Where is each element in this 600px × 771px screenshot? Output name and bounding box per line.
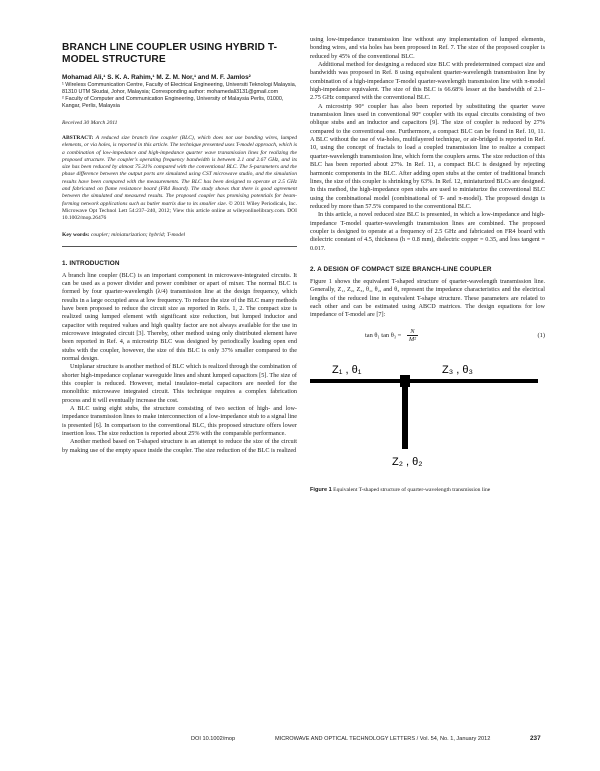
equation-body: [365, 328, 419, 343]
section-heading-introduction: 1. INTRODUCTION: [62, 259, 120, 267]
equation-1: [310, 328, 545, 343]
keywords-text: coupler; miniaturization; hybrid; T-model: [90, 231, 186, 238]
abstract-citation: © 2011 Wiley Periodicals, Inc. Microwave Opt Technol Lett 54:237–240, 2012; View this article online at wileyonlinelibrary.com. DOI 10.1002/mop.26476: [62, 200, 297, 222]
body-paragraph: Uniplanar structure is another method of BLC which is realized through the combination of shorter high-impedance coplanar waveguide lines and shunt lumped capacitors [5]. The size of this coupler is reduced. However, metal insulator–metal capacitors are needed for the monolithic microwave integrated circuit. This technique requires a complex fabrication process and it will eventually increase the cost.: [62, 363, 297, 404]
page-number: 237: [530, 735, 541, 742]
article-title: BRANCH LINE COUPLER USING HYBRID T-MODEL STRUCTURE: [62, 42, 278, 65]
line-z1: [310, 379, 400, 383]
footer-journal: MICROWAVE AND OPTICAL TECHNOLOGY LETTERS / Vol. 54, No. 1, January 2012: [275, 736, 491, 742]
body-paragraph: A BLC using eight stubs, the structure consisting of two section of high- and low-impedance transmission lines to make interconnection of a low-impedance stub to a signal line is presented [6]. In comparison to the conventional BLC, this proposed structure offers lower insertion loss. The size reduction is reported about 25% with the comparable performance.: [62, 405, 297, 438]
stub-z2: [402, 387, 408, 449]
body-paragraph: A branch line coupler (BLC) is an important component in microwave-integrated circuits. It can be used as a power divider and power combiner or apart of mixer. The normal BLC is formed by four quarter-wavelength (λ/4) transmission line at the design frequency, which results in a large occupied area at low frequency. To reduce the size of the BLC many methods have been proposed to reduce the circuit size as reported in Refs. 1, 2. The compact size is realized using lumped element with significant size reduction, but lumped inductor and capacitor with required values and high quality factor are not always available for the use in microwave integrated circuit [3]. Thereby, other method using only distributed element have been reported in Ref. 4, a microstrip BLC was designed by periodically loading open end stubs with the coupler, however, the size of this BLC is only 37% smaller compared to the normal design.: [62, 271, 297, 362]
equation-numerator: N: [407, 328, 417, 336]
section-heading-design: 2. A DESIGN OF COMPACT SIZE BRANCH-LINE COUPLER: [310, 265, 492, 273]
figure-1: [310, 353, 545, 494]
left-column: [62, 36, 297, 455]
divider: [62, 246, 297, 247]
body-paragraph: Figure 1 shows the equivalent T-shaped structure of quarter-wavelength transmission line. Generally, Z₁, Z₂, Z₃, θ₁, θ₂, and θ₃ represent the impedance characteristics and the electrical lengths of the reduced line in equivalent T-shape structure. These parameters are related to each other and can be estimated using ABCD matrices. The design equations for low impedance of T-model are [7]:: [310, 277, 545, 319]
equation-lhs: tan θ₁ tan θ₃ =: [365, 331, 402, 339]
caption-label: Figure 1: [310, 486, 332, 493]
footer-doi: DOI 10.1002/mop: [191, 736, 236, 742]
t-structure-diagram: [310, 353, 545, 478]
keywords-label: Key words:: [62, 231, 90, 238]
label-z3: Z₃ , θ₃: [442, 363, 473, 376]
right-column: [310, 36, 545, 494]
body-paragraph: using low-impedance transmission line without any implementation of lumped elements, bonding wires, and via holes has been proposed in Ref. 7. The size of the proposed coupler is reduced by 45% of the conventional BLC.: [310, 36, 545, 60]
body-paragraph: In this article, a novel reduced size BLC is presented, in which a low-impedance and high-impedance T-model quarter-wavelength transmission lines are combined. The proposed coupler is designed to operate at a frequency of 2.5 GHz and fabricated on FR4 board with dielectric constant of 4.5, thickness (h = 0.8 mm), dielectric copper = 0.35, and loss tangent = 0.017.: [310, 211, 545, 252]
body-paragraph: Another method based on T-shaped structure is an attempt to reduce the size of the circuit by making use of the empty space inside the coupler. The size reduction of the BLC is realized: [62, 438, 297, 454]
label-z2: Z₂ , θ₂: [392, 455, 423, 468]
caption-text: Equivalent T-shaped structure of quarter-wavelength transmission line: [333, 486, 491, 493]
keywords: [62, 232, 297, 238]
abstract-text: A reduced size branch line coupler (BLC), which does not use bonding wires, lumped elements, or via holes, is reported in this article. The technique presented uses T-model approach, which is a combination of low-impedance and high-impedance quarter wave transmission lines for realizing the proposed structure. The coupler's operating frequency bandwidth is between 2.1 and 2.67 GHz, and its size has been reduced by almost 75.31% compared with the conventional BLC. The S-parameters and the phase difference between the output ports are simulated using CST microwave studio, and the simulation results have been compared with the measurements. The BLC has been designed to operate at 2.5 GHz and fabricated on flame resistance board (FR4 Board). The study shows that there is good agreement between the simulated and measured results. The proposed coupler has promising potentials for beam-forming network applications such as butler matrix due to its smaller size.: [62, 135, 297, 207]
affiliation-2: ² Faculty of Computer and Communication Engineering, University of Malaysia Perlis, 01000, Kangar, Perlis, Malaysia: [62, 96, 284, 109]
label-z1: Z₁ , θ₁: [332, 363, 362, 376]
figure-caption: [310, 487, 545, 494]
equation-denominator: M²: [408, 335, 417, 343]
line-z3: [410, 379, 538, 383]
abstract-label: ABSTRACT:: [62, 135, 94, 141]
received-date: Received 30 March 2011: [62, 120, 118, 126]
body-paragraph: A microstrip 90° coupler has also been reported by substituting the quarter wave transmission lines used in conventional 90° coupler with its equal circuits consisting of two oblique stubs and an inductor and capacitors [9]. The size of coupler is reduced by 27% compared to the conventional one. Furthermore, a compact BLC can be found in Ref. 10, 11. A BLC without the use of via-holes, multilayered technique, or air-bridged is reported in Ref. 10, using the concept of fractals to load a coupled transmission line to realize a compact quarter-wavelength transmission line, which form the couplers arms. The size reduction of this BLC has been reported about 27%. In Ref. 11, a compact BLC is designed by rejecting harmonic components in the BLC. After adding open stubs at the center of traditional branch lines, the size of this coupler is shrinking by 63%. In Ref. 12, miniaturized BLCs are designed. In this method, the high-impedance open stubs are used to miniaturize the conventional BLC using the combinational model (combinational of T- and π-model). The proposed design is reduced by more than 57.5% compared to the conventional BLC.: [310, 102, 545, 210]
equation-number: (1): [537, 331, 545, 339]
junction-pad: [400, 375, 410, 387]
equation-fraction: [406, 328, 419, 343]
affiliation-1: ¹ Wireless Communication Centre, Faculty of Electrical Engineering, Universiti Teknologi Malaysia, 81310 UTM Skudai, Johor, Malaysia; Corresponding author: mohamedali3131@gmail.com: [62, 82, 297, 95]
abstract: [62, 135, 297, 223]
body-paragraph: Additional method for designing a reduced size BLC with predetermined compact size and bandwidth was proposed in Ref. 8 using equivalent quarter-wavelength transmission line by combination of a high-impedance T-model quarter-wavelength transmission line with π-model high-impedance equivalent. The size of this BLC is 66.68% lesser at the bandwidth of 2.1–2.75 GHz compared with the conventional BLC.: [310, 61, 545, 102]
author-list: Mohamad Ali,¹ S. K. A. Rahim,¹ M. Z. M. Nor,¹ and M. F. Jamlos²: [62, 74, 251, 81]
